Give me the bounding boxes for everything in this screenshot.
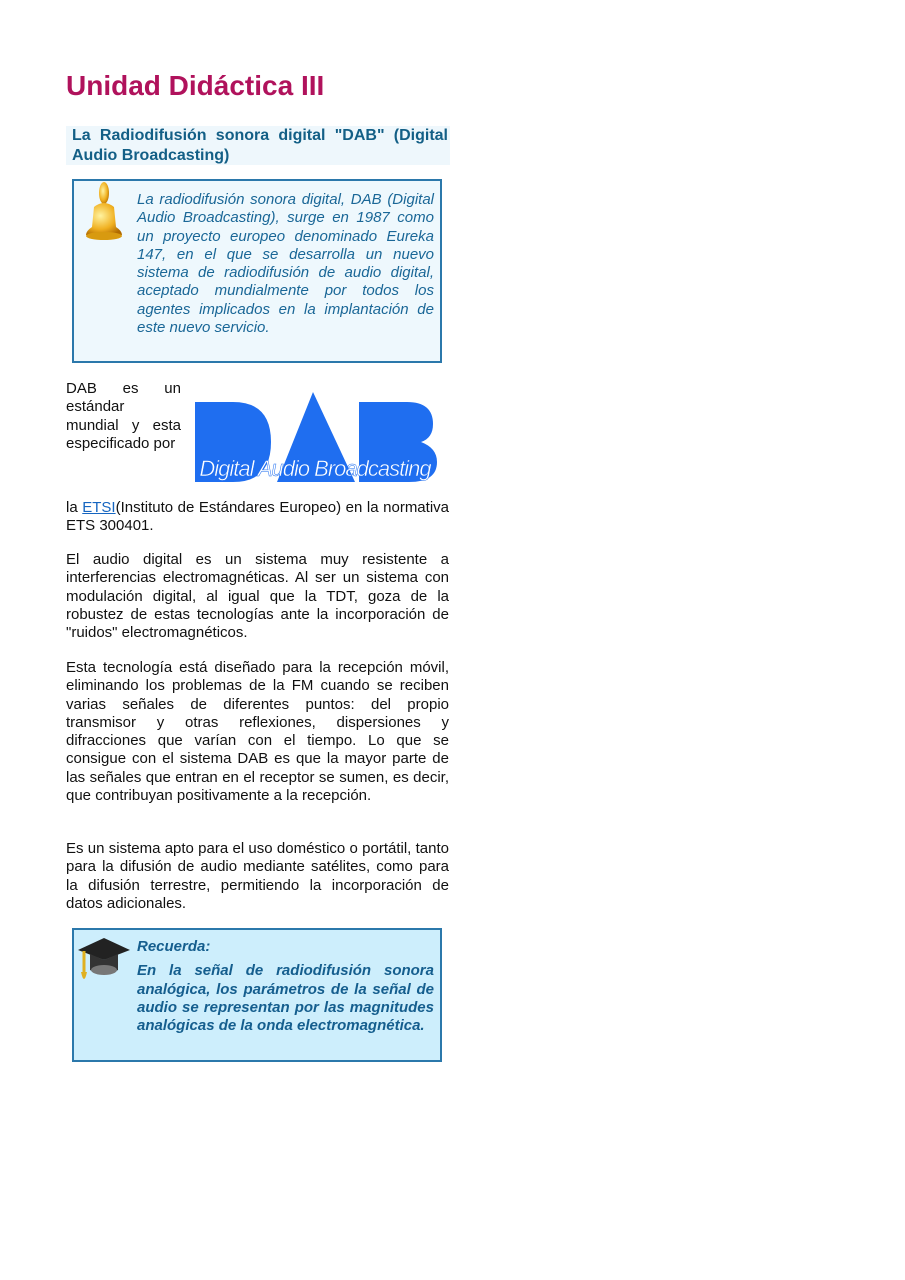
bell-icon	[82, 181, 126, 243]
intro-callout	[72, 179, 442, 363]
paragraph-3: Es un sistema apto para el uso doméstico o portátil, tanto para la difusión de audio mediante satélites, como para la difusión terrestre, permitiendo la incorporación de datos adicionales.	[66, 840, 449, 912]
dab-logo	[193, 392, 438, 488]
intro-callout-text: La radiodifusión sonora digital, DAB (Digital Audio Broadcasting), surge en 1987 como un proyecto europeo denominado Eureka 147, en el que se desarrolla un nuevo sistema de radiodifusión de audio digital, aceptado mundialmente por todos los agentes implicados en la implantación de este nuevo servicio.	[137, 191, 434, 337]
paragraph-1: El audio digital es un sistema muy resistente a interferencias electromagnéticas. Al ser un sistema con modulación digital, al igual que la TDT, goza de la robustez de estas tecnologías ante la incorporación de "ruidos" electromagnéticos.	[66, 551, 449, 642]
paragraph-2: Esta tecnología está diseñado para la recepción móvil, eliminando los problemas de la FM cuando se reciben varias señales de diferentes puntos: del propio transmisor y otras reflexiones, dispersiones y difracciones que varían con el tiempo. Lo que se consigue con el sistema DAB es que la mayor parte de las señales que entran en el receptor se sumen, es decir, que contribuyan positivamente a la recepción.	[66, 659, 449, 805]
remember-heading: Recuerda:	[137, 938, 211, 955]
dab-intro-text: DAB es un estándar mundial y esta especificado por	[66, 380, 181, 452]
section-heading	[66, 126, 450, 165]
remember-text: En la señal de radiodifusión sonora analógica, los parámetros de la señal de audio se representan por las magnitudes analógicas de la onda electromagnética.	[137, 962, 434, 1035]
dab-logo-text: Digital Audio Broadcasting	[199, 456, 431, 481]
graduation-cap-icon	[76, 936, 132, 988]
etsi-suffix: (Instituto de Estándares Europeo) en la normativa ETS 300401.	[66, 499, 449, 535]
remember-callout	[72, 928, 442, 1062]
section-heading-text: La Radiodifusión sonora digital "DAB" (Digital Audio Broadcasting)	[72, 127, 448, 164]
page-title: Unidad Didáctica III	[66, 70, 325, 101]
remember-callout-body	[137, 938, 434, 1035]
etsi-link[interactable]: ETSI	[82, 499, 116, 516]
etsi-prefix: la	[66, 499, 83, 516]
etsi-paragraph	[66, 499, 449, 536]
